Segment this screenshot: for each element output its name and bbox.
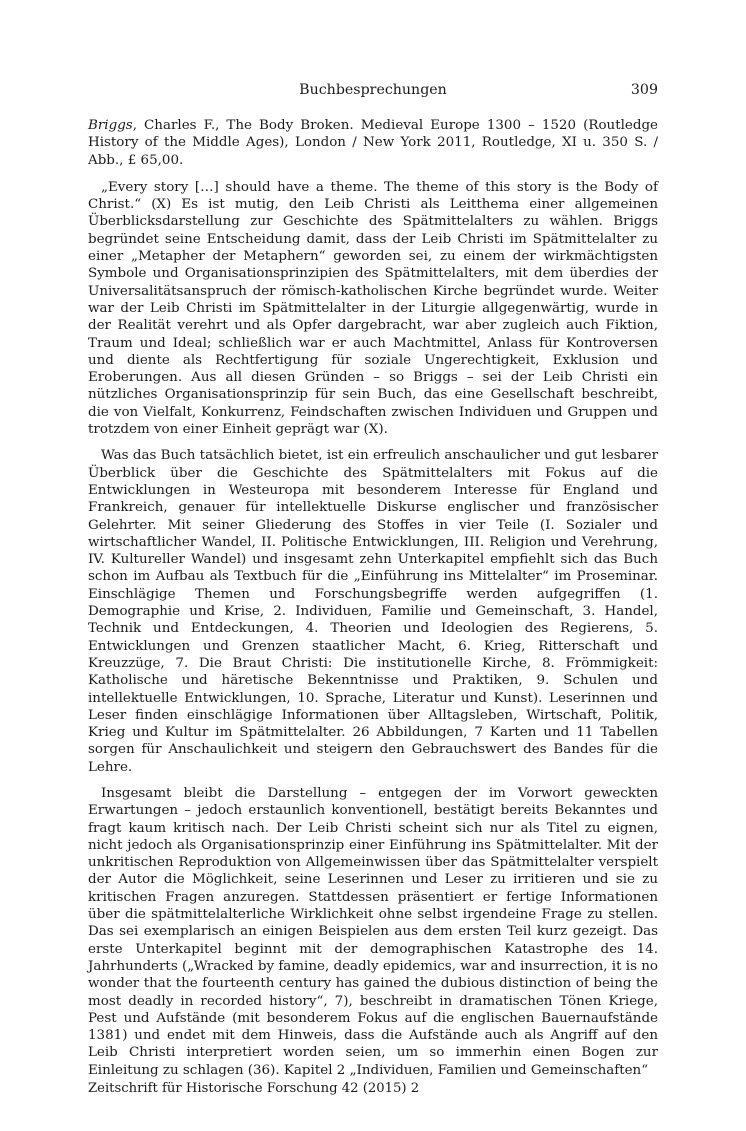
paragraph-1: „Every story […] should have a theme. The theme of this story is the Body of Christ.“ (X) Es ist mutig, den Leib Christi als Leitthema einer allgemeinen Überblicksdarstellung zur Geschichte des Spätmittelalters zu wählen. Briggs begründet seine Entscheidung damit, dass der Leib Christi im Spätmittelalter zu einer „Metapher der Metaphern“ geworden sei, zu einem der wirkmächtigsten Symbole und Organisationsprinzipien des Spätmittelalters, mit dem überdies der Universalitätsanspruch der römisch-katholischen Kirche begründet wurde. Weiter war der Leib Christi im Spätmittelalter in der Liturgie allgegenwärtig, wurde in der Realität verehrt und als Opfer dargebracht, war aber zugleich auch Fiktion, Traum und Ideal; schließlich war er auch Machtmittel, Anlass für Kontroversen und diente als Rechtfertigung für soziale Ungerechtigkeit, Exklusion und Eroberungen. Aus all diesen Gründen – so Briggs – sei der Leib Christi ein nützliches Organisationsprinzip für sein Buch, das eine Gesellschaft beschreibt, die von Vielfalt, Konkurrenz, Feindschaften zwischen Individuen und Gruppen und trotzdem von einer Einheit geprägt war (X). [88,179,658,438]
bibliographic-reference [88,117,658,169]
running-header [88,82,658,102]
review-body [88,117,658,1079]
reference-details: , Charles F., The Body Broken. Medieval Europe 1300 – 1520 (Routledge History of the Middle Ages), London / New York 2011, Routledge, XI u. 350 S. / Abb., £ 65,00. [88,118,658,168]
paragraph-3: Insgesamt bleibt die Darstellung – entgegen der im Vorwort geweckten Erwartungen – jedoch erstaunlich konventionell, bestätigt bereits Bekanntes und fragt kaum kritisch nach. Der Leib Christi scheint sich nur als Titel zu eignen, nicht jedoch als Organisationsprinzip einer Einführung ins Spätmittelalter. Mit der unkritischen Reproduktion von Allgemeinwissen über das Spätmittelalter verspielt der Autor die Möglichkeit, seine Leserinnen und Leser zu irritieren und sie zu kritischen Fragen anzuregen. Stattdessen präsentiert er fertige Informationen über die spätmittelalterliche Wirklichkeit ohne selbst irgendeine Frage zu stellen. Das sei exemplarisch an einigen Beispielen aus dem ersten Teil kurz gezeigt. Das erste Unterkapitel beginnt mit der demographischen Katastrophe des 14. Jahrhunderts („Wracked by famine, deadly epidemics, war and insurrection, it is no wonder that the fourteenth century has gained the dubious distinction of being the most deadly in recorded history“, 7), beschreibt in dramatischen Tönen Kriege, Pest und Aufstände (mit besonderem Fokus auf die englischen Bauernaufstände 1381) und endet mit dem Hinweis, dass die Aufstände auch als Angriff auf den Leib Christi interpretiert worden seien, um so immerhin einen Bogen zur Einleitung zu schlagen (36). Kapitel 2 „Individuen, Familien und Gemeinschaften“ [88,785,658,1078]
journal-footer: Zeitschrift für Historische Forschung 42 (2015) 2 [88,1081,420,1096]
running-title: Buchbesprechungen [299,82,447,98]
page-number: 309 [630,82,658,98]
reference-author: Briggs [88,118,133,133]
paragraph-2: Was das Buch tatsächlich bietet, ist ein erfreulich anschaulicher und gut lesbarer Überblick über die Geschichte des Spätmittelalters mit Fokus auf die Entwicklungen in Westeuropa mit besonderem Interesse für England und Frankreich, genauer für intellektuelle Diskurse englischer und französischer Gelehrter. Mit seiner Gliederung des Stoffes in vier Teile (I. Sozialer und wirtschaftlicher Wandel, II. Politische Entwicklungen, III. Religion und Verehrung, IV. Kultureller Wandel) und insgesamt zehn Unterkapitel empfiehlt sich das Buch schon im Aufbau als Textbuch für die „Einführung ins Mittelalter“ im Proseminar. Einschlägige Themen und Forschungsbegriffe werden aufgegriffen (1. Demographie und Krise, 2. Individuen, Familie und Gemeinschaft, 3. Handel, Technik und Entdeckungen, 4. Theorien und Ideologien des Regierens, 5. Entwicklungen und Grenzen staatlicher Macht, 6. Krieg, Ritterschaft und Kreuzzüge, 7. Die Braut Christi: Die institutionelle Kirche, 8. Frömmigkeit: Katholische und häretische Bekenntnisse und Praktiken, 9. Schulen und intellektuelle Entwicklungen, 10. Sprache, Literatur und Kunst). Leserinnen und Leser finden einschlägige Informationen über Alltagsleben, Wirtschaft, Politik, Krieg und Kultur im Spätmittelalter. 26 Abbildungen, 7 Karten und 11 Tabellen sorgen für Anschaulichkeit und steigern den Gebrauchswert des Bandes für die Lehre. [88,448,658,775]
